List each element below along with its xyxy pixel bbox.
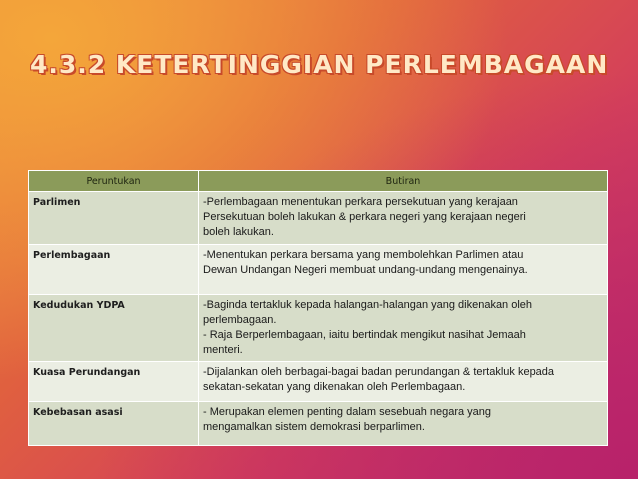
table-row (29, 192, 608, 245)
row-detail (199, 245, 608, 295)
table-row (29, 245, 608, 295)
slide-title: 4.3.2 KETERTINGGIAN PERLEMBAGAAN (30, 50, 609, 79)
detail-line: sekatan-sekatan yang dikenakan oleh Perlembagaan. (203, 381, 466, 393)
peruntukan-table (28, 170, 608, 446)
detail-line: boleh lakukan. (203, 226, 274, 238)
row-key: Kedudukan YDPA (29, 295, 199, 362)
detail-line: -Perlembagaan menentukan perkara persekutuan yang kerajaan (203, 196, 518, 208)
row-key: Perlembagaan (29, 245, 199, 295)
row-detail (199, 295, 608, 362)
detail-line: -Baginda tertakluk kepada halangan-halangan yang dikenakan oleh (203, 299, 533, 311)
row-key: Parlimen (29, 192, 199, 245)
row-key: Kuasa Perundangan (29, 362, 199, 402)
table-row (29, 362, 608, 402)
detail-line: menteri. (203, 344, 243, 356)
detail-line: perlembagaan. (203, 314, 277, 326)
detail-line: -Menentukan perkara bersama yang membolehkan Parlimen atau (203, 249, 524, 261)
detail-line: - Raja Berperlembagaan, iaitu bertindak mengikut nasihat Jemaah (203, 329, 526, 341)
row-detail (199, 362, 608, 402)
row-detail (199, 192, 608, 245)
detail-line: -Dijalankan oleh berbagai-bagai badan perundangan & tertakluk kepada (203, 366, 555, 378)
detail-line: Persekutuan boleh lakukan & perkara negeri yang kerajaan negeri (203, 211, 526, 223)
table-row (29, 295, 608, 362)
detail-line: Dewan Undangan Negeri membuat undang-undang mengenainya. (203, 264, 528, 276)
row-detail (199, 402, 608, 446)
header-peruntukan: Peruntukan (29, 171, 199, 192)
detail-line: - Merupakan elemen penting dalam sesebuah negara yang (203, 406, 492, 418)
table-header-row (29, 171, 608, 192)
table-row (29, 402, 608, 446)
row-key: Kebebasan asasi (29, 402, 199, 446)
detail-line: mengamalkan sistem demokrasi berparlimen. (203, 421, 425, 433)
header-butiran: Butiran (199, 171, 608, 192)
